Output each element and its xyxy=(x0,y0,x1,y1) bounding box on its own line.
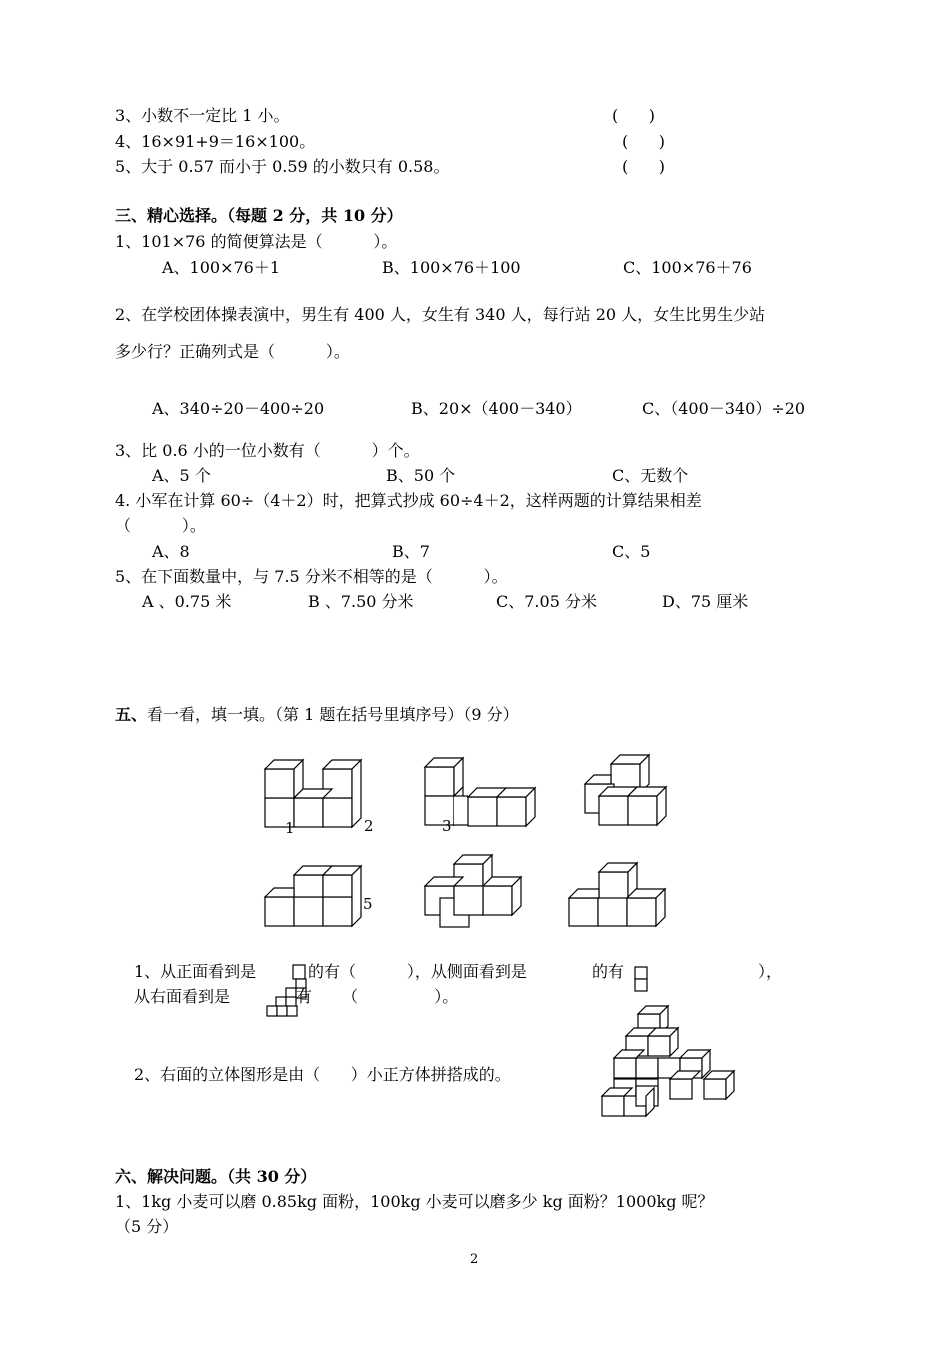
judgement-item-4: 4、16×91+9＝16×100。 xyxy=(115,132,316,151)
cube-figure-5 xyxy=(264,862,369,928)
section-5-number: 五、 xyxy=(115,705,148,724)
view-q1-line2-c[interactable]: （ ）。 xyxy=(342,987,459,1006)
choice-q5-option-c[interactable]: C、7.05 分米 xyxy=(496,592,597,611)
view-q1-part-a: 1、从正面看到是 xyxy=(134,962,257,981)
choice-q3-option-a[interactable]: A、5 个 xyxy=(152,466,211,485)
choice-q2-option-c[interactable]: C、（400－340）÷20 xyxy=(642,399,806,418)
choice-q1-option-a[interactable]: A、100×76＋1 xyxy=(162,258,281,277)
choice-q4-line2: （ ）。 xyxy=(115,516,206,535)
choice-q1-stem: 1、101×76 的简便算法是（ ）。 xyxy=(115,232,398,251)
view-q1-part-c: 的有 xyxy=(592,962,625,981)
choice-q3-stem: 3、比 0.6 小的一位小数有（ ）个。 xyxy=(115,441,420,460)
view-q1-part-b: 的有（ ），从侧面看到是 xyxy=(308,962,527,981)
view-q1-line2-a: 从右面看到是 xyxy=(134,987,231,1006)
figure-label-3: 3 xyxy=(442,817,452,835)
choice-q4-option-a[interactable]: A、8 xyxy=(152,542,190,561)
side-view-shape-icon xyxy=(634,966,650,996)
choice-q5-option-d[interactable]: D、75 厘米 xyxy=(662,592,749,611)
problem-q1-line2: （5 分） xyxy=(115,1217,179,1236)
page-number: 2 xyxy=(470,1252,479,1267)
judgement-paren-3[interactable]: ( ) xyxy=(612,106,655,125)
choice-q4-line1: 4. 小军在计算 60÷（4＋2）时，把算式抄成 60÷4＋2，这样两题的计算结果相差 xyxy=(115,491,702,510)
judgement-paren-4[interactable]: ( ) xyxy=(622,132,665,151)
choice-q1-option-b[interactable]: B、100×76＋100 xyxy=(382,258,521,277)
choice-q2-option-a[interactable]: A、340÷20－400÷20 xyxy=(152,399,325,418)
choice-q2-line2: 多少行？正确列式是（ ）。 xyxy=(115,342,350,361)
choice-q1-option-c[interactable]: C、100×76＋76 xyxy=(623,258,752,277)
choice-q3-option-b[interactable]: B、50 个 xyxy=(386,466,456,485)
choice-q4-option-b[interactable]: B、7 xyxy=(392,542,430,561)
judgement-paren-5[interactable]: ( ) xyxy=(622,157,665,176)
choice-q5-stem: 5、在下面数量中，与 7.5 分米不相等的是（ ）。 xyxy=(115,567,508,586)
choice-q3-option-c[interactable]: C、无数个 xyxy=(612,466,689,485)
cube-figure-4 xyxy=(584,752,684,832)
figure-label-1: 1 xyxy=(285,819,295,837)
choice-q5-option-a[interactable]: A 、0.75 米 xyxy=(142,592,232,611)
cube-figure-1 xyxy=(264,764,364,837)
choice-q5-option-b[interactable]: B 、7.50 分米 xyxy=(308,592,414,611)
view-q2-text: 2、右面的立体图形是由（ ）小正方体拼搭成的。 xyxy=(134,1065,511,1084)
figure-label-2: 2 xyxy=(364,817,374,835)
view-q1-line2-b: 有 xyxy=(296,987,313,1006)
section-6-title: 六、解决问题。（共 30 分） xyxy=(115,1167,317,1186)
judgement-item-5: 5、大于 0.57 而小于 0.59 的小数只有 0.58。 xyxy=(115,157,450,176)
section-5-title-text: 看一看，填一填。（第 1 题在括号里填序号）（9 分） xyxy=(147,705,519,724)
cube-figure-7 xyxy=(568,858,678,930)
view-q1-part-d: ）， xyxy=(758,962,783,981)
cube-pyramid-figure xyxy=(600,1000,750,1118)
cube-figure-3 xyxy=(424,752,534,835)
cube-figure-6 xyxy=(424,850,534,930)
section-3-title: 三、精心选择。（每题 2 分，共 10 分） xyxy=(115,206,403,225)
choice-q4-option-c[interactable]: C、5 xyxy=(612,542,651,561)
choice-q2-option-b[interactable]: B、20×（400－340） xyxy=(411,399,582,418)
figure-label-5: 5 xyxy=(363,895,373,913)
choice-q2-line1: 2、在学校团体操表演中，男生有 400 人，女生有 340 人，每行站 20 人，女生比男生少站 xyxy=(115,305,766,324)
judgement-item-3: 3、小数不一定比 1 小。 xyxy=(115,106,290,125)
section-5-title xyxy=(115,705,519,725)
problem-q1-line1: 1、1kg 小麦可以磨 0.85kg 面粉，100kg 小麦可以磨多少 kg 面粉？1000kg 呢？ xyxy=(115,1192,714,1211)
